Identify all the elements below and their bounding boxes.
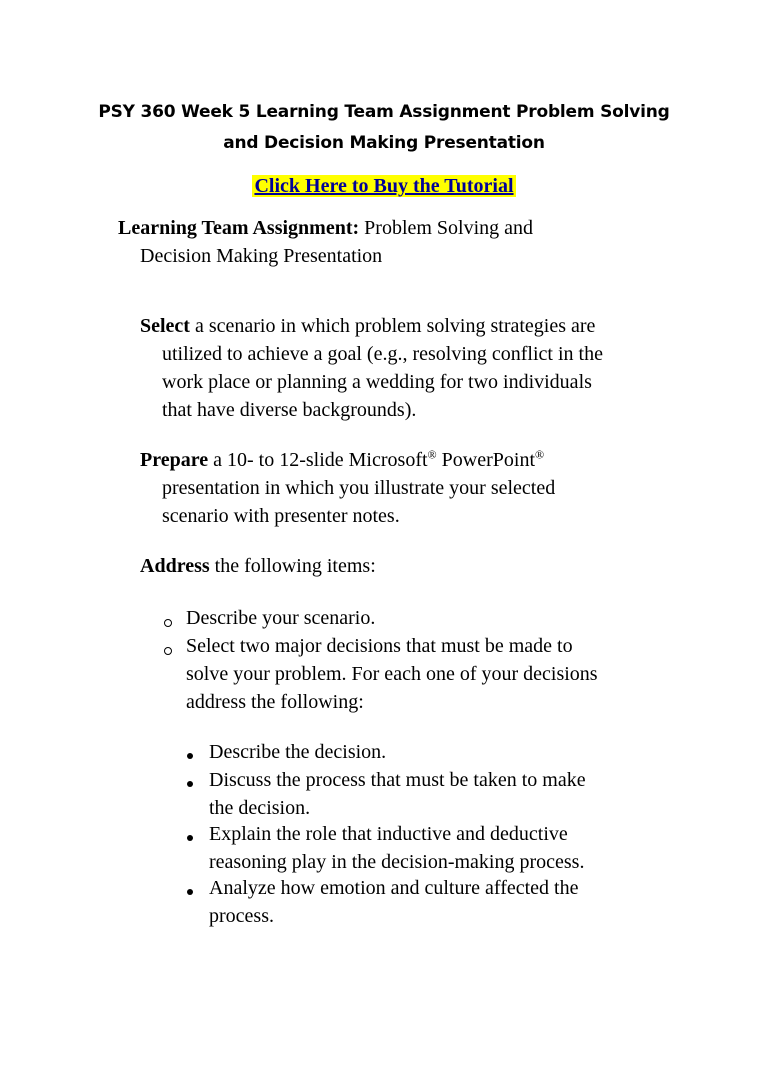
list-item: [186, 604, 375, 632]
prepare-line-1b: PowerPoint: [436, 449, 535, 471]
circle-bullet-icon: [164, 619, 172, 627]
sub-list-item-line: reasoning play in the decision-making process.: [209, 851, 585, 873]
sub-list-item-line: Discuss the process that must be taken to make: [209, 769, 586, 791]
address-bold: Address: [140, 555, 210, 577]
buy-link-row: [0, 172, 768, 200]
sub-list-item: [209, 766, 586, 822]
sub-list-item: [209, 874, 578, 930]
sub-list-item-line: the decision.: [209, 797, 311, 819]
registered-mark: ®: [427, 447, 437, 462]
heading-text: Problem Solving and: [359, 217, 534, 239]
sub-list-item: [209, 738, 386, 766]
list-item-line: address the following:: [186, 691, 364, 713]
list-item-line: Describe your scenario.: [186, 607, 376, 629]
prepare-line-1a: a 10- to 12-slide Microsoft: [208, 449, 428, 471]
buy-tutorial-link[interactable]: Click Here to Buy the Tutorial: [254, 175, 514, 197]
title-line-1: PSY 360 Week 5 Learning Team Assignment Problem Solving: [98, 102, 670, 122]
prepare-line-3: scenario with presenter notes.: [162, 505, 400, 527]
sub-list-item-line: Analyze how emotion and culture affected the: [209, 877, 579, 899]
registered-mark: ®: [535, 447, 545, 462]
prepare-line-2: presentation in which you illustrate your selected: [162, 477, 556, 499]
document-title: [0, 97, 768, 159]
sub-list-item: [209, 820, 584, 876]
sub-list-item-line: process.: [209, 905, 274, 927]
select-line-1: a scenario in which problem solving strategies are: [189, 315, 596, 337]
dot-bullet-icon: [187, 781, 193, 787]
prepare-paragraph: [140, 446, 555, 530]
select-paragraph: [140, 312, 603, 424]
heading-line-2: Decision Making Presentation: [140, 245, 383, 267]
assignment-heading: [118, 214, 533, 270]
select-line-2: utilized to achieve a goal (e.g., resolving conflict in the: [162, 343, 603, 365]
list-item-line: solve your problem. For each one of your decisions: [186, 663, 598, 685]
address-text: the following items:: [209, 555, 376, 577]
heading-bold: Learning Team Assignment:: [118, 217, 360, 239]
address-paragraph: [140, 552, 376, 580]
list-item-line: Select two major decisions that must be made to: [186, 635, 573, 657]
sub-list-item-line: Explain the role that inductive and deductive: [209, 823, 568, 845]
dot-bullet-icon: [187, 835, 193, 841]
dot-bullet-icon: [187, 753, 193, 759]
list-item: [186, 632, 598, 716]
select-line-3: work place or planning a wedding for two individuals: [162, 371, 592, 393]
select-line-4: that have diverse backgrounds).: [162, 399, 417, 421]
title-line-2: and Decision Making Presentation: [223, 133, 545, 153]
select-bold: Select: [140, 315, 190, 337]
circle-bullet-icon: [164, 647, 172, 655]
sub-list-item-line: Describe the decision.: [209, 741, 387, 763]
prepare-bold: Prepare: [140, 449, 209, 471]
dot-bullet-icon: [187, 889, 193, 895]
